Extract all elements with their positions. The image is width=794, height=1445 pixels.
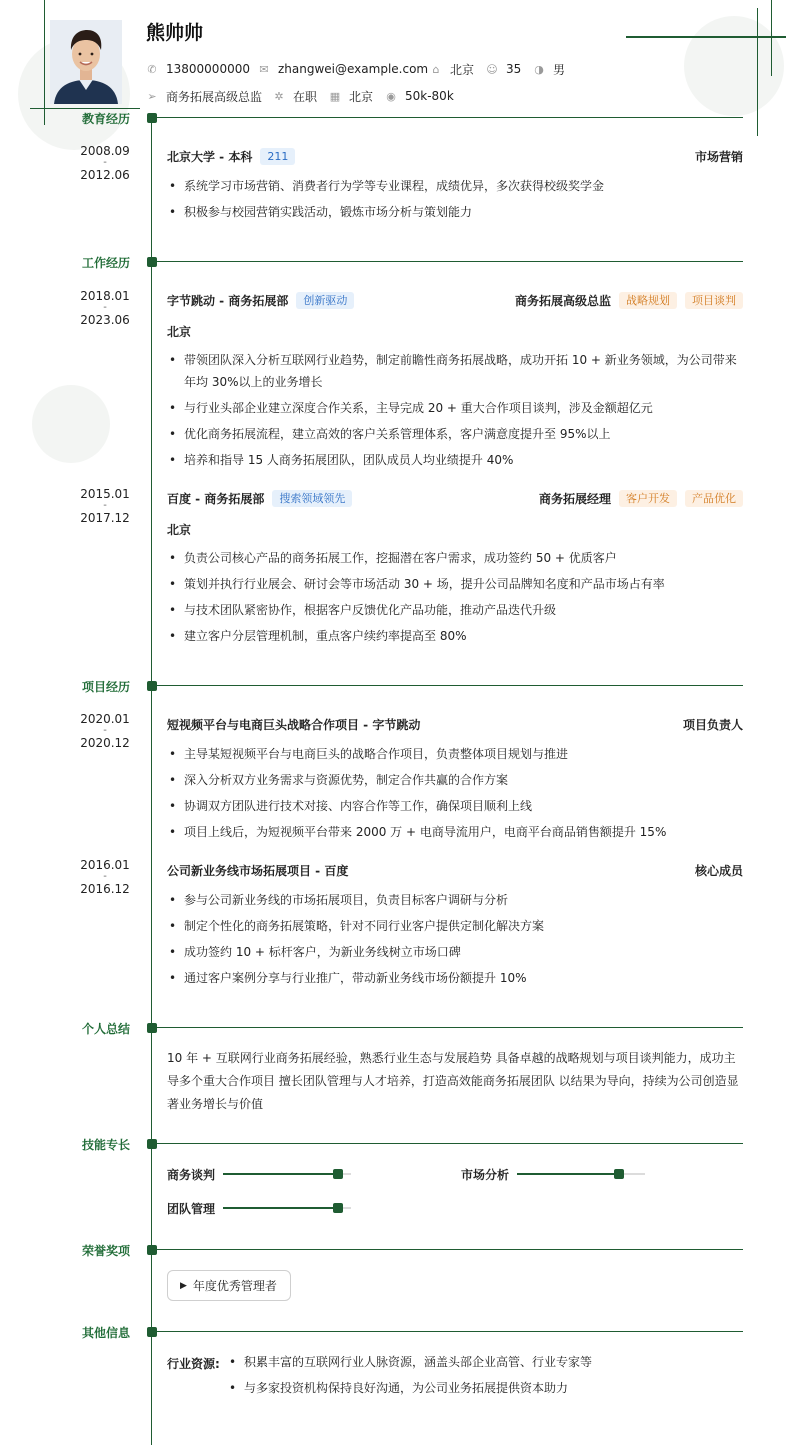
- skill-name: 团队管理: [167, 1201, 216, 1216]
- list-item: • 与技术团队紧密协作，根据客户反馈优化产品功能，推动产品迭代升级: [167, 599, 747, 621]
- work-header: [167, 291, 743, 309]
- gender-icon: ◑: [534, 62, 544, 76]
- job-title: 商务拓展经理: [538, 491, 611, 506]
- education-header: [167, 147, 743, 165]
- school-tag: 211: [260, 148, 295, 165]
- skill-knob: [333, 1169, 343, 1179]
- section-marker: [147, 1023, 157, 1033]
- date-start: 2020.01: [80, 712, 130, 726]
- project-bullets: [167, 743, 747, 847]
- avatar-portrait: [50, 20, 122, 104]
- list-item: • 与多家投资机构保持良好沟通，为公司业务拓展提供资本助力: [227, 1377, 747, 1399]
- date-end: 2020.12: [80, 736, 130, 750]
- list-item: • 带领团队深入分析互联网行业趋势，制定前瞻性商务拓展战略，成功开拓 10 + 新业务领域，为公司带来年均 30%以上的业务增长: [167, 349, 747, 393]
- date-start: 2015.01: [80, 487, 130, 501]
- section-divider: [152, 1331, 743, 1332]
- date-separator: -: [103, 725, 107, 736]
- section-marker: [147, 1139, 157, 1149]
- section-divider: [152, 261, 743, 262]
- list-item: • 优化商务拓展流程，建立高效的客户关系管理体系，客户满意度提升至 95%以上: [167, 423, 747, 445]
- company-name: 字节跳动 - 商务拓展部: [167, 293, 289, 308]
- status-info: [273, 88, 317, 104]
- work-city: 北京: [167, 325, 192, 339]
- section-title-work: 工作经历: [81, 256, 130, 270]
- skill-item: [167, 1166, 351, 1182]
- project-name: 公司新业务线市场拓展项目 - 百度: [167, 863, 349, 878]
- skill-bar: [517, 1173, 645, 1175]
- list-item: • 与行业头部企业建立深度合作关系，主导完成 20 + 重大合作项目谈判，涉及金额超亿元: [167, 397, 747, 419]
- skill-knob: [614, 1169, 624, 1179]
- decor-line: [626, 36, 786, 38]
- decor-circle-top-right: [684, 16, 784, 116]
- date-separator: -: [103, 302, 107, 313]
- phone-info: [146, 61, 250, 77]
- date-range: [60, 290, 150, 326]
- section-title-summary: 个人总结: [81, 1022, 130, 1036]
- email-text: zhangwei@example.com: [278, 62, 429, 76]
- list-item: • 主导某短视频平台与电商巨头的战略合作项目，负责整体项目规划与推进: [167, 743, 747, 765]
- city-text: 北京: [349, 89, 374, 104]
- section-divider: [152, 685, 743, 686]
- gender-text: 男: [553, 62, 566, 77]
- decor-line: [757, 8, 758, 136]
- education-bullets: [167, 175, 747, 227]
- date-range: [60, 859, 150, 895]
- section-divider: [152, 1143, 743, 1144]
- section-marker: [147, 257, 157, 267]
- list-item: • 建立客户分层管理机制，重点客户续约率提高至 80%: [167, 625, 747, 647]
- skill-knob: [333, 1203, 343, 1213]
- project-name: 短视频平台与电商巨头战略合作项目 - 字节跳动: [167, 717, 421, 732]
- role-tag: 客户开发: [619, 490, 677, 507]
- list-item: • 系统学习市场营销、消费者行为学等专业课程，成绩优异，多次获得校级奖学金: [167, 175, 747, 197]
- date-separator: -: [103, 157, 107, 168]
- skill-name: 商务谈判: [167, 1167, 216, 1182]
- date-end: 2016.12: [80, 882, 130, 896]
- section-divider: [152, 1249, 743, 1250]
- list-item: • 策划并执行行业展会、研讨会等市场活动 30 + 场，提升公司品牌知名度和产品市场占有率: [167, 573, 747, 595]
- other-label: 行业资源:: [167, 1357, 220, 1371]
- skill-fill: [517, 1173, 619, 1175]
- school-name: 北京大学 - 本科: [167, 149, 253, 164]
- phone-icon: ✆: [147, 62, 157, 76]
- date-range: [60, 488, 150, 524]
- list-item: • 项目上线后，为短视频平台带来 2000 万 + 电商导流用户，电商平台商品销售额提升 15%: [167, 821, 747, 843]
- role-tag: 战略规划: [619, 292, 677, 309]
- gender-info: [533, 61, 565, 77]
- work-header: [167, 489, 743, 507]
- user-icon: ☺: [486, 62, 498, 76]
- status-text: 在职: [293, 89, 318, 104]
- list-item: • 通过客户案例分享与行业推广，带动新业务线市场份额提升 10%: [167, 967, 747, 989]
- building-icon: ▦: [329, 89, 341, 103]
- date-separator: -: [103, 500, 107, 511]
- phone-text: 13800000000: [166, 62, 250, 76]
- date-start: 2016.01: [80, 858, 130, 872]
- position-info: [146, 88, 262, 104]
- list-item: • 积累丰富的互联网行业人脉资源，涵盖头部企业高管、行业专家等: [227, 1351, 747, 1373]
- list-item: • 协调双方团队进行技术对接、内容合作等工作，确保项目顺利上线: [167, 795, 747, 817]
- other-bullets: [227, 1351, 747, 1403]
- date-end: 2017.12: [80, 511, 130, 525]
- section-title-other: 其他信息: [81, 1326, 130, 1340]
- date-separator: -: [103, 871, 107, 882]
- section-title-projects: 项目经历: [81, 680, 130, 694]
- home-icon: ⌂: [432, 62, 440, 76]
- section-title-honors: 荣誉奖项: [81, 1244, 130, 1258]
- list-item: • 培养和指导 15 人商务拓展团队，团队成员人均业绩提升 40%: [167, 449, 747, 471]
- award-name: 年度优秀管理者: [192, 1279, 277, 1293]
- decor-line: [44, 0, 45, 125]
- project-role: 核心成员: [694, 863, 743, 878]
- date-end: 2012.06: [80, 168, 130, 182]
- list-item: • 深入分析双方业务需求与资源优势，制定合作共赢的合作方案: [167, 769, 747, 791]
- skill-item: [167, 1200, 351, 1216]
- date-end: 2023.06: [80, 313, 130, 327]
- list-item: • 成功签约 10 + 标杆客户，为新业务线树立市场口碑: [167, 941, 747, 963]
- list-item: • 积极参与校园营销实践活动，锻炼市场分析与策划能力: [167, 201, 747, 223]
- major: 市场营销: [694, 149, 743, 164]
- work-bullets: [167, 547, 747, 651]
- work-bullets: [167, 349, 747, 475]
- skill-name: 市场分析: [461, 1167, 510, 1182]
- section-marker: [147, 1327, 157, 1337]
- section-divider: [152, 117, 743, 118]
- section-marker: [147, 1245, 157, 1255]
- salary-info: [385, 88, 454, 104]
- list-item: • 制定个性化的商务拓展策略，针对不同行业客户提供定制化解决方案: [167, 915, 747, 937]
- play-icon: ▶: [180, 1280, 187, 1291]
- avatar: [50, 20, 122, 104]
- email-info: [258, 61, 428, 77]
- section-title-education: 教育经历: [81, 112, 130, 126]
- section-marker: [147, 113, 157, 123]
- company-name: 百度 - 商务拓展部: [167, 491, 265, 506]
- date-range: [60, 145, 150, 181]
- date-start: 2008.09: [80, 144, 130, 158]
- company-tag: 搜索领域领先: [272, 490, 352, 507]
- job-title: 商务拓展高级总监: [514, 293, 611, 308]
- skill-item: [461, 1166, 645, 1182]
- age-info: [486, 61, 521, 77]
- list-item: • 负责公司核心产品的商务拓展工作，挖掘潜在客户需求，成功签约 50 + 优质客户: [167, 547, 747, 569]
- skill-fill: [223, 1207, 338, 1209]
- gear-icon: ✲: [274, 89, 284, 103]
- summary-text: 10 年 + 互联网行业商务拓展经验，熟悉行业生态与发展趋势 具备卓越的战略规划与项目谈判能力，成功主导多个重大合作项目 擅长团队管理与人才培养，打造高效能商务拓展团队 以结果为导向，持续为公司创造显著业务增长与价值: [167, 1051, 739, 1111]
- decor-circle-mid-left: [32, 385, 110, 463]
- project-role: 项目负责人: [682, 717, 743, 732]
- coin-icon: ◉: [386, 89, 396, 103]
- location-info: [430, 61, 474, 77]
- send-icon: ➢: [147, 89, 157, 103]
- list-item: • 参与公司新业务线的市场拓展项目，负责目标客户调研与分析: [167, 889, 747, 911]
- salary-text: 50k-80k: [405, 89, 454, 103]
- location-text: 北京: [450, 62, 475, 77]
- skill-bar: [223, 1207, 351, 1209]
- age-text: 35: [506, 62, 522, 76]
- section-marker: [147, 681, 157, 691]
- city-info: [329, 88, 373, 104]
- position-text: 商务拓展高级总监: [166, 89, 263, 104]
- work-city: 北京: [167, 523, 192, 537]
- role-tag: 产品优化: [685, 490, 743, 507]
- skill-bar: [223, 1173, 351, 1175]
- role-tag: 项目谈判: [685, 292, 743, 309]
- award-item[interactable]: [167, 1270, 291, 1301]
- decor-line: [30, 108, 140, 109]
- date-range: [60, 713, 150, 749]
- company-tag: 创新驱动: [296, 292, 354, 309]
- project-bullets: [167, 889, 747, 993]
- section-title-skills: 技能专长: [81, 1138, 130, 1152]
- skill-fill: [223, 1173, 338, 1175]
- project-header: [167, 861, 743, 879]
- mail-icon: ✉: [259, 62, 269, 76]
- project-header: [167, 715, 743, 733]
- section-divider: [152, 1027, 743, 1028]
- date-start: 2018.01: [80, 289, 130, 303]
- candidate-name: 熊帅帅: [146, 22, 204, 44]
- decor-line: [771, 0, 772, 76]
